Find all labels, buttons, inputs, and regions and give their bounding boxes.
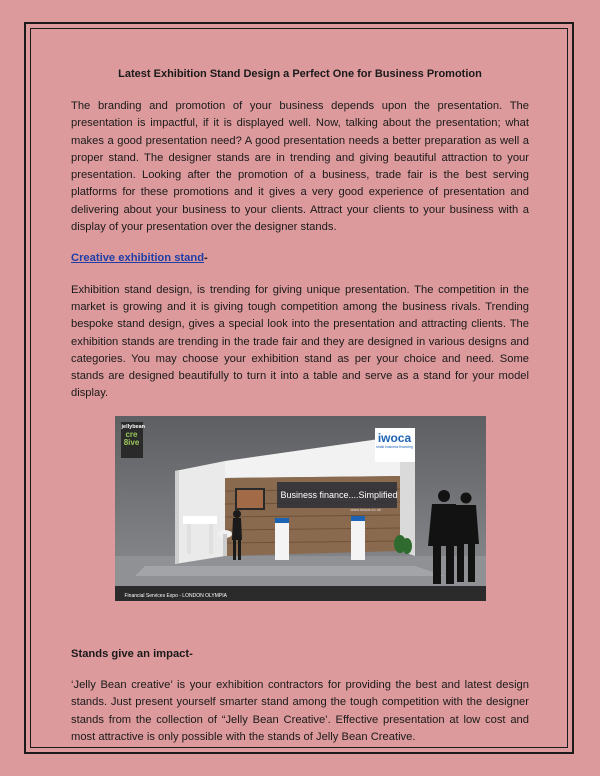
exhibition-stand-illustration — [115, 416, 486, 601]
photo-container — [71, 416, 529, 601]
impact-subheading: Stands give an impact- — [71, 647, 193, 660]
link-suffix: - — [204, 252, 208, 265]
jelly-bean-paragraph: ‘Jelly Bean creative’ is your exhibition contractors for providing the best and latest design stands. Just present yourself smarter stand among the tough competition with the designer stands from the collection of “Jelly Bean Creative’. Effective presentation at low cost and most attractive is only possible with the stands of Jelly Bean Creative. — [71, 679, 529, 743]
intro-paragraph: The branding and promotion of your business depends upon the presentation. The presentation is impactful, if it is displayed well. Now, talking about the presentation; what makes a good presentation need? A good presentation needs a better preparation as well a proper stand. The designer stands are in trending and giving beautiful attraction to your presentation. Looking after the promotion of a business, trade fair is the best serving platforms for these promotions and it gives a very good experience of presentation and delivering about your business to your clients. Attract your clients to your business with a display of your presentation over the designer stands. — [71, 100, 529, 234]
logo-line-1: jellybean — [121, 423, 146, 430]
brand-tagline: small business financing — [376, 444, 413, 449]
exhibition-stand-photo — [115, 416, 486, 601]
stand-banner-text: Business finance....Simplified — [280, 489, 398, 500]
logo-line-3: 8ive — [123, 437, 140, 447]
document-body — [71, 66, 529, 746]
stand-website-text: www.iwoca.co.uk — [350, 506, 381, 512]
brand-name: iwoca — [377, 430, 412, 445]
exhibition-design-paragraph: Exhibition stand design, is trending for giving unique presentation. The competition in the market is growing and it is giving tough competition among the business rivals. Trending bespoke stand design, gives a special look into the presentation and attracting clients. The exhibition stands are trending in the trade fair and they are designed in various designs and categories. You may choose your exhibition stand as per your choice and need. Some stands are designed beautifully to turn it into a table and serve as a stand for your model display. — [71, 283, 529, 400]
jellybean-logo — [121, 423, 146, 457]
document-title: Latest Exhibition Stand Design a Perfect One for Business Promotion — [118, 68, 482, 80]
iwoca-brand — [376, 431, 414, 450]
photo-caption: Financial Services Expo - LONDON OLYMPIA — [124, 592, 227, 599]
creative-exhibition-stand-link[interactable]: Creative exhibition stand — [71, 252, 205, 265]
section-link-line — [71, 250, 529, 267]
logo-line-2: cre — [125, 429, 138, 439]
